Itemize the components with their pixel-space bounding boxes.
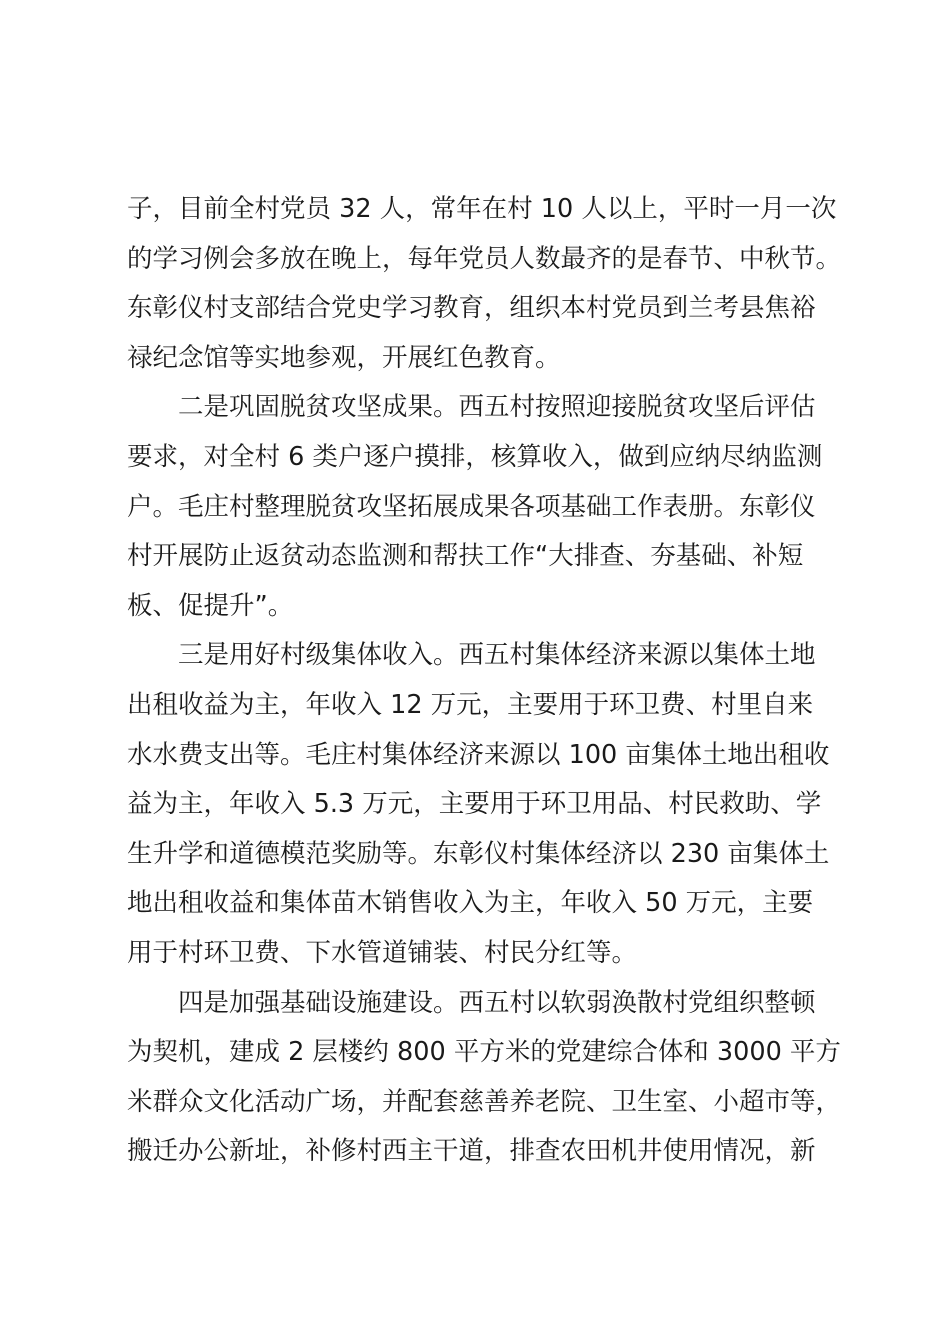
text-line: 用于村环卫费、下水管道铺装、村民分红等。: [127, 937, 638, 968]
text-line: 为契机，建成 2 层楼约 800 平方米的党建综合体和 3000 平方: [127, 1037, 841, 1068]
text-line: 要求，对全村 6 类户逐户摸排，核算收入，做到应纳尽纳监测: [127, 441, 823, 472]
text-line: 地出租收益和集体苗木销售收入为主，年收入 50 万元，主要: [127, 888, 814, 919]
paragraph-heading-line: 二是巩固脱贫攻坚成果。西五村按照迎接脱贫攻坚后评估: [178, 392, 816, 423]
text-line: 户。毛庄村整理脱贫攻坚拓展成果各项基础工作表册。东彰仪: [127, 491, 816, 522]
text-line: 米群众文化活动广场，并配套慈善养老院、卫生室、小超市等，: [127, 1086, 842, 1117]
document-body: [127, 185, 867, 1177]
text-line: 子，目前全村党员 32 人，常年在村 10 人以上，平时一月一次: [127, 194, 837, 224]
text-line: 搬迁办公新址，补修村西主干道，排查农田机井使用情况，新: [127, 1136, 816, 1167]
text-line: 村开展防止返贫动态监测和帮扶工作“大排查、夯基础、补短: [127, 541, 804, 572]
text-line: 出租收益为主，年收入 12 万元，主要用于环卫费、村里自来: [127, 689, 814, 720]
text-line: 板、促提升”。: [127, 590, 294, 621]
paragraph-heading-line: 三是用好村级集体收入。西五村集体经济来源以集体土地: [178, 640, 816, 671]
paragraph-heading-line: 四是加强基础设施建设。西五村以软弱涣散村党组织整顿: [178, 987, 816, 1018]
text-line: 益为主，年收入 5.3 万元，主要用于环卫用品、村民救助、学: [127, 789, 822, 820]
text-line: 东彰仪村支部结合党史学习教育，组织本村党员到兰考县焦裕: [127, 293, 816, 324]
text-line: 水水费支出等。毛庄村集体经济来源以 100 亩集体土地出租收: [127, 739, 830, 770]
text-line: 禄纪念馆等实地参观，开展红色教育。: [127, 342, 561, 373]
text-line: 的学习例会多放在晚上，每年党员人数最齐的是春节、中秋节。: [127, 243, 842, 274]
text-line: 生升学和道德模范奖励等。东彰仪村集体经济以 230 亩集体土: [127, 838, 830, 869]
